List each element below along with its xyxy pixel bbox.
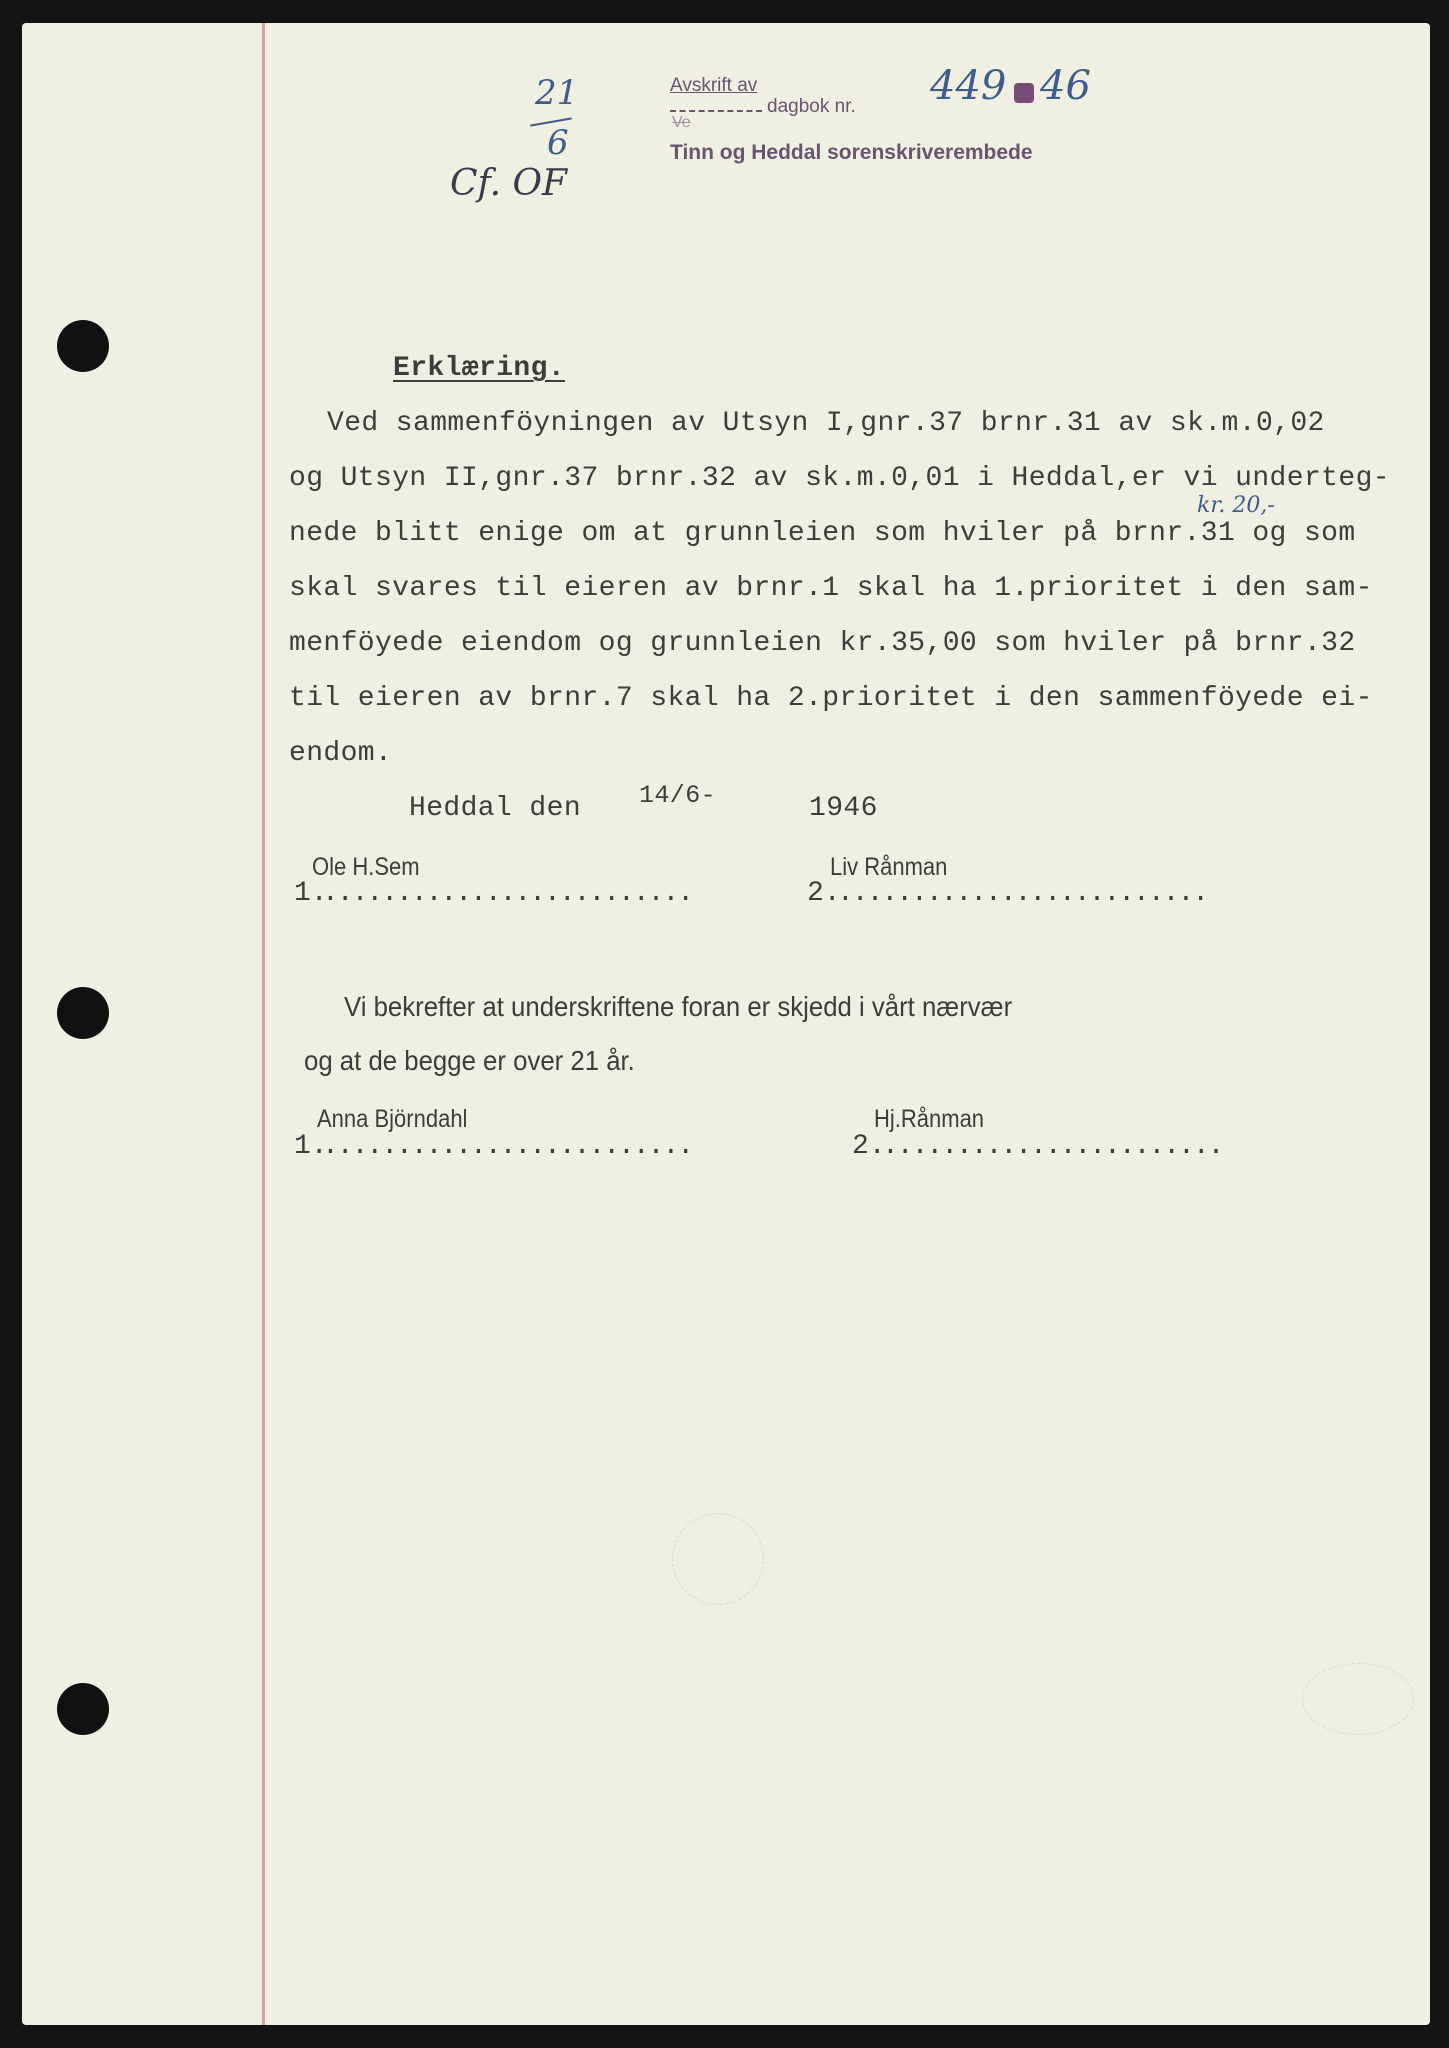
signature-1-number: 1.	[294, 878, 328, 909]
handwritten-date-day: 21	[535, 73, 579, 113]
faint-seal-mark	[672, 1513, 764, 1605]
place-year: 1946	[809, 793, 878, 824]
stamp-ink-blot	[1014, 83, 1034, 103]
signature-2-name: Liv Rånman	[830, 853, 948, 881]
witness-statement-line-1: Vi bekrefter at underskriftene foran er skjedd i vårt nærvær	[344, 991, 1013, 1022]
witness-2-number: 2.	[852, 1131, 886, 1162]
stamp-line1-prefix: Avskrift av	[670, 75, 758, 96]
handwritten-dagbok-number: 449	[930, 63, 1007, 109]
witness-1-dots: .........................	[322, 1131, 693, 1162]
paragraph-line-4: skal svares til eieren av brnr.1 skal ha 1.prioritet i den sam-	[289, 573, 1373, 604]
paragraph-line-3: nede blitt enige om at grunnleien som hviler på brnr.31 og som	[289, 518, 1356, 549]
stamp-office-name: Tinn og Heddal sorenskriverembede	[670, 141, 1033, 164]
witness-2-name: Hj.Rånman	[874, 1105, 985, 1133]
handwritten-insert: kr. 20,-	[1197, 493, 1275, 518]
stamp-dash-line	[670, 110, 762, 112]
signature-1-dots: .........................	[322, 878, 693, 909]
witness-1-number: 1.	[294, 1131, 328, 1162]
place-label: Heddal den	[409, 793, 582, 824]
stamp-crossed-word: Ve	[672, 114, 691, 131]
witness-statement-line-2: og at de begge er over 21 år.	[304, 1045, 635, 1076]
handwritten-note: Cf. OF	[450, 163, 567, 204]
document-title: Erklæring.	[393, 353, 566, 384]
punch-hole-bottom	[57, 1683, 109, 1735]
paragraph-line-6: til eieren av brnr.7 skal ha 2.prioritet i den sammenföyede ei-	[289, 683, 1373, 714]
handwritten-date-month: 6	[547, 123, 569, 163]
signature-2-dots: .........................	[837, 878, 1208, 909]
margin-line	[262, 23, 265, 2025]
signature-2-number: 2.	[807, 878, 841, 909]
handwritten-year: 46	[1040, 63, 1091, 109]
place-date: 14/6-	[639, 781, 717, 810]
faint-smudge	[1302, 1663, 1414, 1735]
witness-1-name: Anna Björndahl	[317, 1105, 468, 1133]
witness-2-dots: .......................	[882, 1131, 1223, 1162]
punch-hole-middle	[57, 987, 109, 1039]
stamp-line1-suffix: dagbok nr.	[767, 96, 856, 117]
paragraph-line-2: og Utsyn II,gnr.37 brnr.32 av sk.m.0,01 i Heddal,er vi underteg-	[289, 463, 1390, 494]
document-page	[22, 23, 1430, 2025]
punch-hole-top	[57, 320, 109, 372]
paragraph-line-5: menföyede eiendom og grunnleien kr.35,00 som hviler på brnr.32	[289, 628, 1356, 659]
paragraph-line-1: Ved sammenföyningen av Utsyn I,gnr.37 brnr.31 av sk.m.0,02	[327, 408, 1325, 439]
signature-1-name: Ole H.Sem	[312, 853, 420, 881]
paragraph-line-7: endom.	[289, 738, 393, 769]
